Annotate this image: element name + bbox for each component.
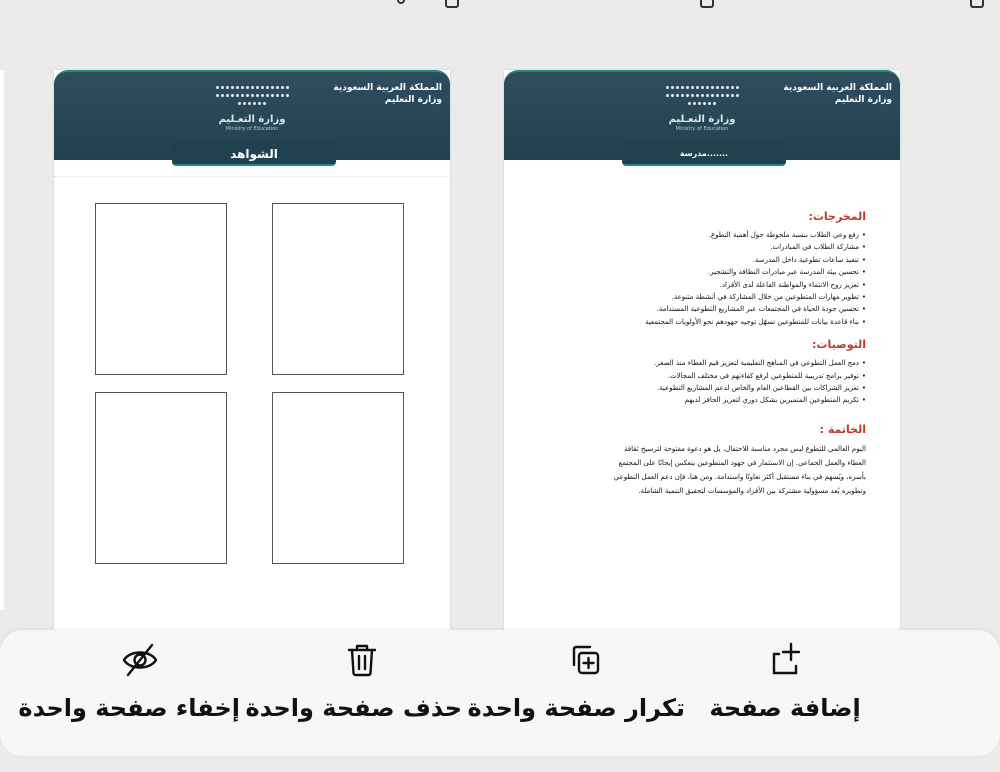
logo-dot [686, 86, 689, 89]
logo-dot [263, 102, 266, 105]
logo-dot [701, 94, 704, 97]
logo-dot [281, 86, 284, 89]
logo-dot [241, 94, 244, 97]
duplicate-page-button[interactable] [467, 630, 685, 756]
logo-dot [726, 86, 729, 89]
logo-dot [271, 94, 274, 97]
duplicate-page-label: تكرار صفحة واحدة [467, 694, 685, 722]
logo-dot [241, 86, 244, 89]
list-item: • تطوير مهارات المتطوعين من خلال المشاركة في أنشطة متنوعة. [514, 291, 866, 303]
partial-icon [970, 0, 984, 8]
logo-dot [711, 94, 714, 97]
kingdom-label: المملكة العربية السعودية [333, 83, 442, 93]
logo-dot [276, 86, 279, 89]
logo-dot [246, 94, 249, 97]
conclusion-line: بأسره، ويُسهم في بناء مستقبل أكثر تعاونًا واستدامة. ومن هنا، فإن دعم العمل التطوعي [613, 472, 866, 481]
logo-dot [271, 86, 274, 89]
logo-dot [666, 86, 669, 89]
logo-dot [721, 94, 724, 97]
logo-dot [286, 86, 289, 89]
evidence-tab: الشواهد [172, 142, 336, 166]
logo-dot [276, 94, 279, 97]
conclusion-line: العطاء والعمل الجماعي. إن الاستثمار في جهود المتطوعين ينعكس إيجابًا على المجتمع [618, 458, 866, 467]
list-item: • تحسين بيئة المدرسة عبر مبادرات النظافة والتشجير. [514, 266, 866, 278]
logo-dot [251, 94, 254, 97]
hide-page-label: إخفاء صفحة واحدة [18, 694, 240, 722]
list-item: • تكريم المتطوعين المتميزين بشكل دوري لتعزيز الحافز لديهم [514, 394, 866, 406]
logo-dot [258, 102, 261, 105]
recommendations-list [514, 357, 866, 407]
ministry-label: وزارة التعليم [834, 95, 892, 105]
logo-dot [266, 86, 269, 89]
divider [54, 176, 450, 177]
add-page-button[interactable] [700, 630, 870, 756]
logo-dot [216, 94, 219, 97]
recommendations-title: التوصيات: [812, 338, 866, 352]
conclusion-line: وتطويره يُعد مسؤولية مشتركة بين الأفراد والمؤسسات لتحقيق التنمية الشاملة. [638, 486, 866, 495]
logo-dot [681, 94, 684, 97]
logo-mark [214, 86, 290, 108]
logo-dot [731, 86, 734, 89]
logo-ar-text: وزارة التعـليم [218, 114, 286, 125]
logo-dot [261, 86, 264, 89]
partial-icon [397, 0, 405, 4]
list-item: • تعزيز الشراكات بين القطاعين العام والخاص لدعم المشاريع التطوعية. [514, 382, 866, 394]
logo-en-text: Ministry of Education [225, 126, 279, 132]
logo-dot [281, 94, 284, 97]
logo-en-text: Ministry of Education [675, 126, 729, 132]
ministry-logo [214, 86, 290, 140]
list-item: • بناء قاعدة بيانات للمتطوعين تسهّل توجيه جهودهم نحو الأولويات المجتمعية [514, 316, 866, 328]
logo-dot [221, 94, 224, 97]
logo-dot [686, 94, 689, 97]
logo-dot [716, 86, 719, 89]
delete-page-button[interactable] [245, 630, 462, 756]
logo-dot [726, 94, 729, 97]
logo-dot [226, 86, 229, 89]
logo-dot [676, 86, 679, 89]
logo-dot [711, 86, 714, 89]
logo-dot [256, 86, 259, 89]
logo-dot [236, 86, 239, 89]
partial-icon [445, 0, 459, 8]
header-text [292, 82, 442, 106]
trash-icon [342, 640, 382, 680]
hide-page-button[interactable] [18, 630, 240, 756]
logo-ar-text: وزارة التعـليم [668, 114, 736, 125]
logo-dot [701, 86, 704, 89]
logo-dot [681, 86, 684, 89]
conclusion-paragraph [536, 442, 866, 498]
logo-dot [243, 102, 246, 105]
outcomes-list [514, 229, 866, 328]
list-item: • تحسين جودة الحياة في المجتمعات عبر المشاريع التطوعية المستدامة. [514, 303, 866, 315]
logo-dot [226, 94, 229, 97]
logo-dot [286, 94, 289, 97]
list-item: • رفع وعي الطلاب بنسبة ملحوظة حول أهمية التطوع. [514, 229, 866, 241]
header-text [742, 82, 892, 106]
photo-placeholder [272, 203, 404, 375]
logo-dot [216, 86, 219, 89]
logo-dot [256, 94, 259, 97]
delete-page-label: حذف صفحة واحدة [245, 694, 462, 722]
outcomes-title: المخرجات: [808, 210, 866, 223]
logo-dot [236, 94, 239, 97]
photo-placeholder [272, 392, 404, 564]
ministry-logo [664, 86, 740, 140]
logo-dot [708, 102, 711, 105]
logo-dot [231, 94, 234, 97]
logo-dot [671, 94, 674, 97]
logo-dot [706, 86, 709, 89]
partial-icon [700, 0, 714, 8]
page-thumbnail-partial[interactable] [0, 70, 4, 610]
logo-dot [253, 102, 256, 105]
logo-dot [696, 94, 699, 97]
add-page-icon [765, 640, 805, 680]
logo-dot [691, 94, 694, 97]
ministry-label: وزارة التعليم [384, 95, 442, 105]
list-item: • دمج العمل التطوعي في المناهج التعليمية لتعزيز قيم العطاء منذ الصغر. [514, 357, 866, 369]
logo-dot [261, 94, 264, 97]
conclusion-title: الخاتمة : [819, 422, 866, 436]
logo-dot [696, 86, 699, 89]
page-thumbnail-evidence[interactable] [54, 70, 450, 630]
logo-dot [666, 94, 669, 97]
logo-dot [246, 86, 249, 89]
page-thumbnail-outcomes[interactable] [504, 70, 900, 630]
eye-off-icon [120, 640, 160, 680]
logo-dot [713, 102, 716, 105]
logo-dot [731, 94, 734, 97]
logo-dot [706, 94, 709, 97]
logo-mark [664, 86, 740, 108]
top-toolbar-strip [0, 0, 1000, 50]
logo-dot [221, 86, 224, 89]
page-actions-bar [0, 630, 1000, 756]
page-content [514, 210, 890, 498]
logo-dot [691, 86, 694, 89]
list-item: • مشاركة الطلاب في المبادرات. [514, 241, 866, 253]
logo-dot [248, 102, 251, 105]
logo-dot [231, 86, 234, 89]
list-item: • تنفيذ ساعات تطوعية داخل المدرسة. [514, 254, 866, 266]
logo-dot [676, 94, 679, 97]
logo-dot [266, 94, 269, 97]
logo-dot [736, 94, 739, 97]
conclusion-line: اليوم العالمي للتطوع ليس مجرد مناسبة للاحتفال، بل هو دعوة مفتوحة لترسيخ ثقافة [623, 444, 866, 453]
logo-dot [238, 102, 241, 105]
photo-placeholder [95, 392, 227, 564]
logo-dot [721, 86, 724, 89]
logo-dot [693, 102, 696, 105]
logo-dot [671, 86, 674, 89]
list-item: • توفير برامج تدريبية للمتطوعين لرفع كفاءتهم في مختلف المجالات. [514, 370, 866, 382]
logo-dot [716, 94, 719, 97]
photo-placeholder [95, 203, 227, 375]
school-tab: مدرسة....... [622, 142, 786, 166]
logo-dot [703, 102, 706, 105]
kingdom-label: المملكة العربية السعودية [783, 83, 892, 93]
list-item: • تعزيز روح الانتماء والمواطنة الفاعلة لدى الأفراد. [514, 279, 866, 291]
logo-dot [736, 86, 739, 89]
logo-dot [698, 102, 701, 105]
duplicate-icon [565, 640, 605, 680]
add-page-label: إضافة صفحة [709, 694, 861, 722]
logo-dot [688, 102, 691, 105]
logo-dot [251, 86, 254, 89]
